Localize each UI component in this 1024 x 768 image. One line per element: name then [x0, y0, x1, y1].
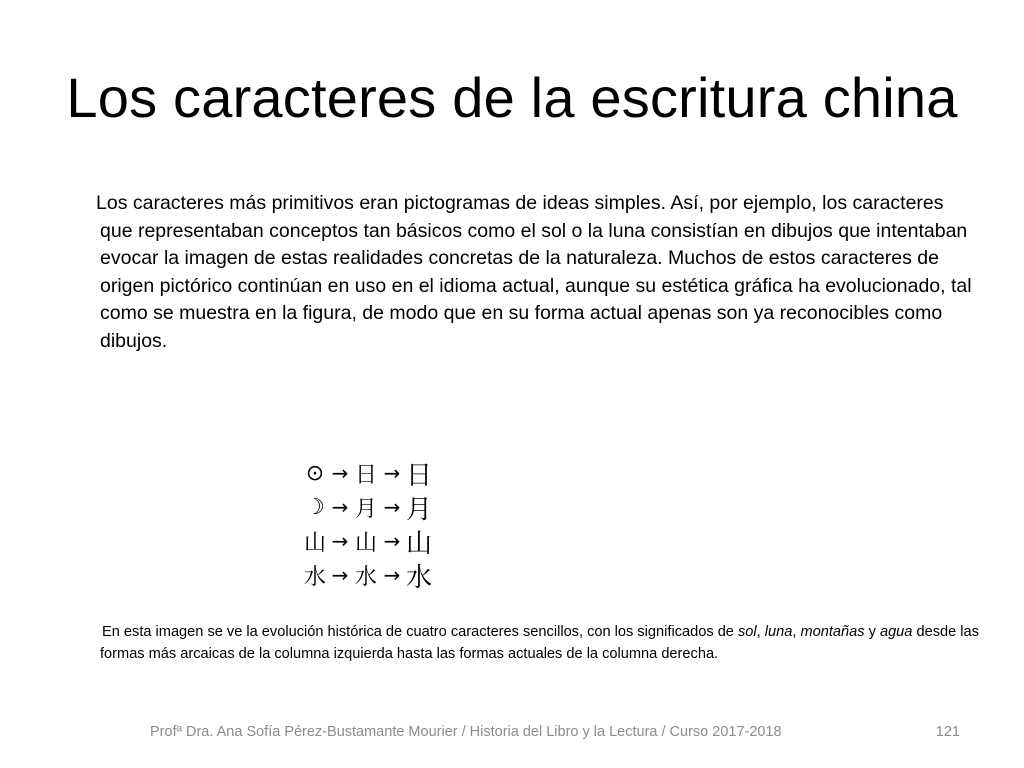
caption-word-sol: sol [737, 624, 757, 640]
slide-title: Los caracteres de la escritura china [66, 66, 958, 129]
ancient-glyph: ☽ [305, 494, 325, 520]
modern-glyph: 日 [405, 460, 432, 491]
arrow-icon: → [383, 495, 401, 519]
char-row-sun [302, 456, 462, 490]
body-paragraph: Los caracteres más primitivos eran pictogramas de ideas simples. Así, por ejemplo, los caracteres que representaban conceptos tan básicos como el sol o la luna consistían en dibujos que intentaban evocar la imagen de estas realidades concretas de la naturaleza. Muchos de estos caracteres de origen pictórico continúan en uso en el idioma actual, aunque su estética gráfica ha evolucionado, tal como se muestra en la figura, de modo que en su forma actual apenas son ya reconocibles como dibujos. [96, 192, 972, 352]
middle-glyph: 山 [354, 530, 377, 556]
character-evolution-figure [302, 456, 462, 592]
modern-glyph: 水 [405, 562, 432, 593]
char-row-mountain [302, 524, 462, 558]
slide-number: 121 [935, 724, 960, 740]
caption-separator: , [792, 624, 801, 640]
caption-word-montanas: montañas [800, 624, 865, 640]
caption-separator: , [756, 624, 765, 640]
middle-glyph: 月 [354, 496, 377, 522]
arrow-icon: → [383, 529, 401, 553]
middle-glyph: 日 [354, 462, 377, 488]
char-row-water [302, 558, 462, 592]
caption-word-agua: agua [879, 624, 913, 640]
arrow-icon: → [331, 529, 349, 553]
arrow-icon: → [331, 495, 349, 519]
modern-glyph: 山 [405, 528, 432, 559]
modern-glyph: 月 [405, 494, 432, 525]
ancient-glyph: 山 [303, 530, 326, 556]
arrow-icon: → [383, 563, 401, 587]
ancient-glyph: ⊙ [305, 460, 325, 486]
arrow-icon: → [331, 461, 349, 485]
figure-caption [100, 622, 980, 665]
caption-separator: y [864, 624, 880, 640]
caption-word-luna: luna [764, 624, 793, 640]
middle-glyph: 水 [354, 564, 377, 590]
caption-suffix: desde las formas más arcaicas de la columna izquierda hasta las formas actuales de la columna derecha. [100, 624, 979, 662]
arrow-icon: → [331, 563, 349, 587]
slide-footer: Profª Dra. Ana Sofía Pérez-Bustamante Mourier / Historia del Libro y la Lectura / Curso 2017-2018 [150, 724, 782, 740]
arrow-icon: → [383, 461, 401, 485]
char-row-moon [302, 490, 462, 524]
caption-prefix: En esta imagen se ve la evolución histórica de cuatro caracteres sencillos, con los significados de [102, 624, 738, 640]
ancient-glyph: 水 [303, 564, 326, 590]
